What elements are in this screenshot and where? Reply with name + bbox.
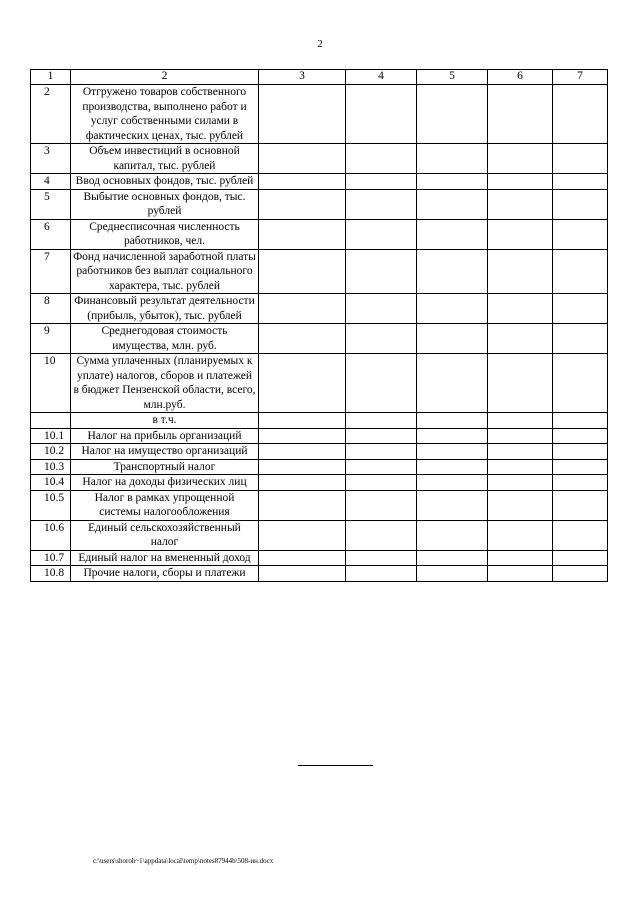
value-cell[interactable] [346,566,417,582]
value-cell[interactable] [488,413,553,429]
value-cell[interactable] [346,444,417,460]
row-number: 2 [31,85,71,144]
value-cell[interactable] [346,294,417,324]
row-label: Среднегодовая стоимость имущества, млн. руб. [71,324,259,354]
row-label: в т.ч. [71,413,259,429]
value-cell[interactable] [346,189,417,219]
value-cell[interactable] [488,490,553,520]
value-cell[interactable] [488,550,553,566]
value-cell[interactable] [488,428,553,444]
value-cell[interactable] [417,413,488,429]
table-row [31,249,608,294]
value-cell[interactable] [488,354,553,413]
value-cell[interactable] [417,85,488,144]
value-cell[interactable] [553,490,608,520]
table-row [31,475,608,491]
value-cell[interactable] [259,566,346,582]
row-number: 10.6 [31,520,71,550]
row-number: 10.1 [31,428,71,444]
value-cell[interactable] [346,459,417,475]
value-cell[interactable] [553,189,608,219]
row-label: Отгружено товаров собственного производства, выполнено работ и услуг собственными силами в фактических ценах, тыс. рублей [71,85,259,144]
row-number: 10.7 [31,550,71,566]
value-cell[interactable] [553,219,608,249]
row-number: 5 [31,189,71,219]
value-cell[interactable] [259,354,346,413]
row-label: Объем инвестиций в основной капитал, тыс. рублей [71,144,259,174]
data-table [30,69,608,582]
value-cell[interactable] [259,85,346,144]
value-cell[interactable] [417,354,488,413]
value-cell[interactable] [346,413,417,429]
table-row [31,566,608,582]
value-cell[interactable] [488,219,553,249]
row-number [31,413,71,429]
page-number: 2 [317,38,323,50]
row-number: 10 [31,354,71,413]
row-number: 10.5 [31,490,71,520]
value-cell[interactable] [488,174,553,190]
value-cell[interactable] [488,459,553,475]
table-row [31,444,608,460]
row-label: Транспортный налог [71,459,259,475]
value-cell[interactable] [346,85,417,144]
value-cell[interactable] [259,144,346,174]
value-cell[interactable] [553,85,608,144]
value-cell[interactable] [346,475,417,491]
value-cell[interactable] [259,444,346,460]
row-label: Ввод основных фондов, тыс. рублей [71,174,259,190]
value-cell[interactable] [346,428,417,444]
row-label: Фонд начисленной заработной платы работников без выплат социального характера, тыс. рублей [71,249,259,294]
value-cell[interactable] [259,189,346,219]
value-cell[interactable] [259,294,346,324]
value-cell[interactable] [553,144,608,174]
value-cell[interactable] [346,520,417,550]
table-row [31,189,608,219]
value-cell[interactable] [417,475,488,491]
value-cell[interactable] [417,294,488,324]
value-cell[interactable] [553,174,608,190]
value-cell[interactable] [259,324,346,354]
header-cell: 5 [417,70,488,85]
value-cell[interactable] [259,490,346,520]
value-cell[interactable] [417,219,488,249]
value-cell[interactable] [417,324,488,354]
row-label: Единый налог на вмененный доход [71,550,259,566]
header-cell: 2 [71,70,259,85]
table-row [31,354,608,413]
value-cell[interactable] [417,566,488,582]
row-number: 8 [31,294,71,324]
value-cell[interactable] [346,490,417,520]
value-cell[interactable] [417,189,488,219]
row-number: 3 [31,144,71,174]
value-cell[interactable] [553,354,608,413]
value-cell[interactable] [488,324,553,354]
value-cell[interactable] [553,249,608,294]
value-cell[interactable] [553,475,608,491]
value-cell[interactable] [346,354,417,413]
header-cell: 4 [346,70,417,85]
value-cell[interactable] [417,520,488,550]
table-header-row [31,70,608,85]
footer-file-path: c:\users\shoroh~1\appdata\local\temp\notes87944b\508-ин.docx [93,857,274,865]
value-cell[interactable] [417,144,488,174]
value-cell[interactable] [346,550,417,566]
value-cell[interactable] [553,428,608,444]
header-cell: 6 [488,70,553,85]
value-cell[interactable] [417,249,488,294]
value-cell[interactable] [346,174,417,190]
table-row [31,520,608,550]
row-label: Налог в рамках упрощенной системы налогообложения [71,490,259,520]
row-label: Сумма уплаченных (планируемых к уплате) налогов, сборов и платежей в бюджет Пензенской области, всего, млн.руб. [71,354,259,413]
value-cell[interactable] [488,249,553,294]
value-cell[interactable] [259,550,346,566]
value-cell[interactable] [417,490,488,520]
value-cell[interactable] [553,459,608,475]
row-number: 10.4 [31,475,71,491]
row-label: Единый сельскохозяйственный налог [71,520,259,550]
value-cell[interactable] [346,219,417,249]
table-row [31,219,608,249]
value-cell[interactable] [259,174,346,190]
value-cell[interactable] [417,459,488,475]
table-row [31,459,608,475]
value-cell[interactable] [259,520,346,550]
value-cell[interactable] [488,520,553,550]
value-cell[interactable] [259,413,346,429]
row-number: 4 [31,174,71,190]
row-label: Среднесписочная численность работников, чел. [71,219,259,249]
table-row [31,144,608,174]
value-cell[interactable] [553,566,608,582]
row-number: 9 [31,324,71,354]
row-label: Прочие налоги, сборы и платежи [71,566,259,582]
value-cell[interactable] [417,444,488,460]
row-number: 10.8 [31,566,71,582]
value-cell[interactable] [553,324,608,354]
value-cell[interactable] [259,219,346,249]
row-label: Выбытие основных фондов, тыс. рублей [71,189,259,219]
value-cell[interactable] [346,324,417,354]
table-row [31,85,608,144]
table-row [31,294,608,324]
row-label: Налог на имущество организаций [71,444,259,460]
value-cell[interactable] [488,566,553,582]
value-cell[interactable] [346,249,417,294]
value-cell[interactable] [417,428,488,444]
value-cell[interactable] [259,249,346,294]
value-cell[interactable] [553,550,608,566]
row-label: Финансовый результат деятельности (прибыль, убыток), тыс. рублей [71,294,259,324]
value-cell[interactable] [488,189,553,219]
row-number: 10.3 [31,459,71,475]
row-number: 7 [31,249,71,294]
value-cell[interactable] [553,294,608,324]
value-cell[interactable] [553,444,608,460]
value-cell[interactable] [488,294,553,324]
table-row [31,324,608,354]
separator-line [298,765,373,766]
value-cell[interactable] [259,475,346,491]
row-number: 6 [31,219,71,249]
value-cell[interactable] [488,444,553,460]
value-cell[interactable] [488,144,553,174]
value-cell[interactable] [488,475,553,491]
value-cell[interactable] [346,144,417,174]
value-cell[interactable] [488,85,553,144]
table-row [31,174,608,190]
value-cell[interactable] [417,174,488,190]
table-row [31,490,608,520]
row-label: Налог на доходы физических лиц [71,475,259,491]
value-cell[interactable] [417,550,488,566]
table-row [31,428,608,444]
header-cell: 3 [259,70,346,85]
table-row [31,550,608,566]
table-row [31,413,608,429]
header-cell: 1 [31,70,71,85]
row-label: Налог на прибыль организаций [71,428,259,444]
value-cell[interactable] [553,520,608,550]
header-cell: 7 [553,70,608,85]
value-cell[interactable] [553,413,608,429]
row-number: 10.2 [31,444,71,460]
value-cell[interactable] [259,428,346,444]
value-cell[interactable] [259,459,346,475]
